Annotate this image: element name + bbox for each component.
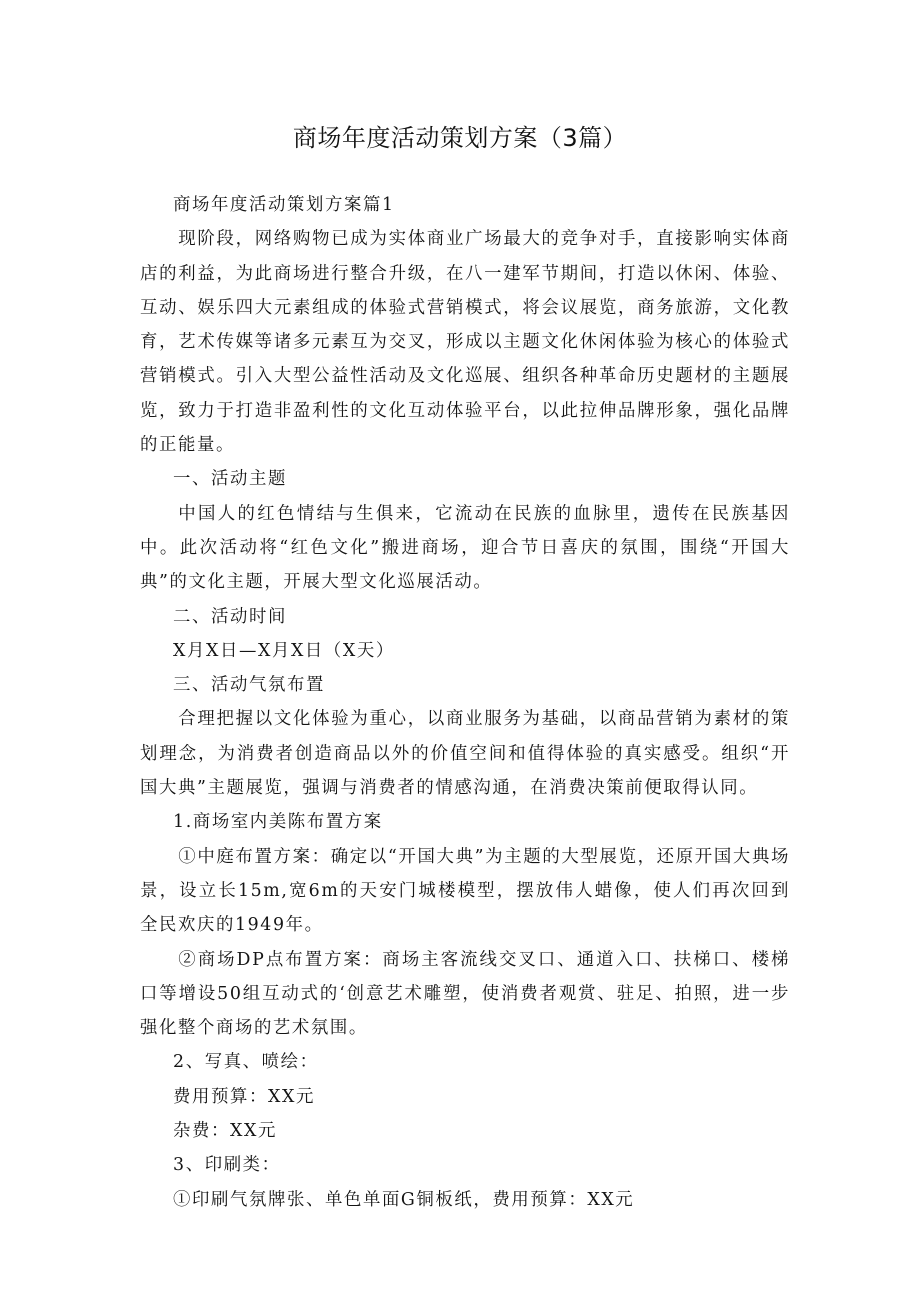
document-body: [140, 188, 790, 1217]
section-heading: 一、活动主题: [173, 469, 287, 490]
line-item: 费用预算：XX元: [173, 1086, 315, 1107]
paragraph: X月X日—X月X日（X天）: [173, 640, 395, 661]
document-title: 商场年度活动策划方案（3篇）: [292, 124, 628, 152]
line-item: 杂费：XX元: [173, 1121, 277, 1142]
paragraph: ②商场DP点布置方案：商场主客流线交叉口、通道入口、扶梯口、楼梯口等增设50组互动式的‘创意艺术雕塑，使消费者观赏、驻足、拍照，进一步强化整个商场的艺术氛围。: [140, 949, 790, 1039]
subsection-heading: 2、写真、喷绘：: [173, 1052, 319, 1073]
subsection-heading: 3、印刷类：: [173, 1155, 281, 1176]
paragraph: 合理把握以文化体验为重心，以商业服务为基础，以商品营销为素材的策划理念，为消费者创造商品以外的价值空间和值得体验的真实感受。组织“开国大典”主题展览，强调与消费者的情感沟通，在消费决策前便取得认同。: [140, 709, 790, 799]
section-heading: 商场年度活动策划方案篇1: [173, 195, 395, 215]
paragraph: 中国人的红色情结与生俱来，它流动在民族的血脉里，遗传在民族基因中。此次活动将“红色文化”搬进商场，迎合节日喜庆的氛围，围绕“开国大典”的文化主题，开展大型文化巡展活动。: [140, 503, 790, 593]
section-heading: 三、活动气氛布置: [173, 675, 325, 696]
line-item: ①印刷气氛牌张、单色单面G铜板纸，费用预算：XX元: [173, 1189, 635, 1210]
section-heading: 二、活动时间: [173, 606, 287, 627]
subsection-heading: 1.商场室内美陈布置方案: [173, 812, 383, 833]
paragraph: ①中庭布置方案：确定以“开国大典”为主题的大型展览，还原开国大典场景，设立长15m,宽6m的天安门城楼模型，摆放伟人蜡像，使人们再次回到全民欢庆的1949年。: [140, 846, 790, 936]
paragraph: 现阶段，网络购物已成为实体商业广场最大的竞争对手，直接影响实体商店的利益，为此商场进行整合升级，在八一建军节期间，打造以休闲、体验、互动、娱乐四大元素组成的体验式营销模式，将会议展览，商务旅游，文化教育，艺术传媒等诸多元素互为交叉，形成以主题文化休闲体验为核心的体验式营销模式。引入大型公益性活动及文化巡展、组织各种革命历史题材的主题展览，致力于打造非盈利性的文化互动体验平台，以此拉伸品牌形象，强化品牌的正能量。: [140, 229, 790, 456]
